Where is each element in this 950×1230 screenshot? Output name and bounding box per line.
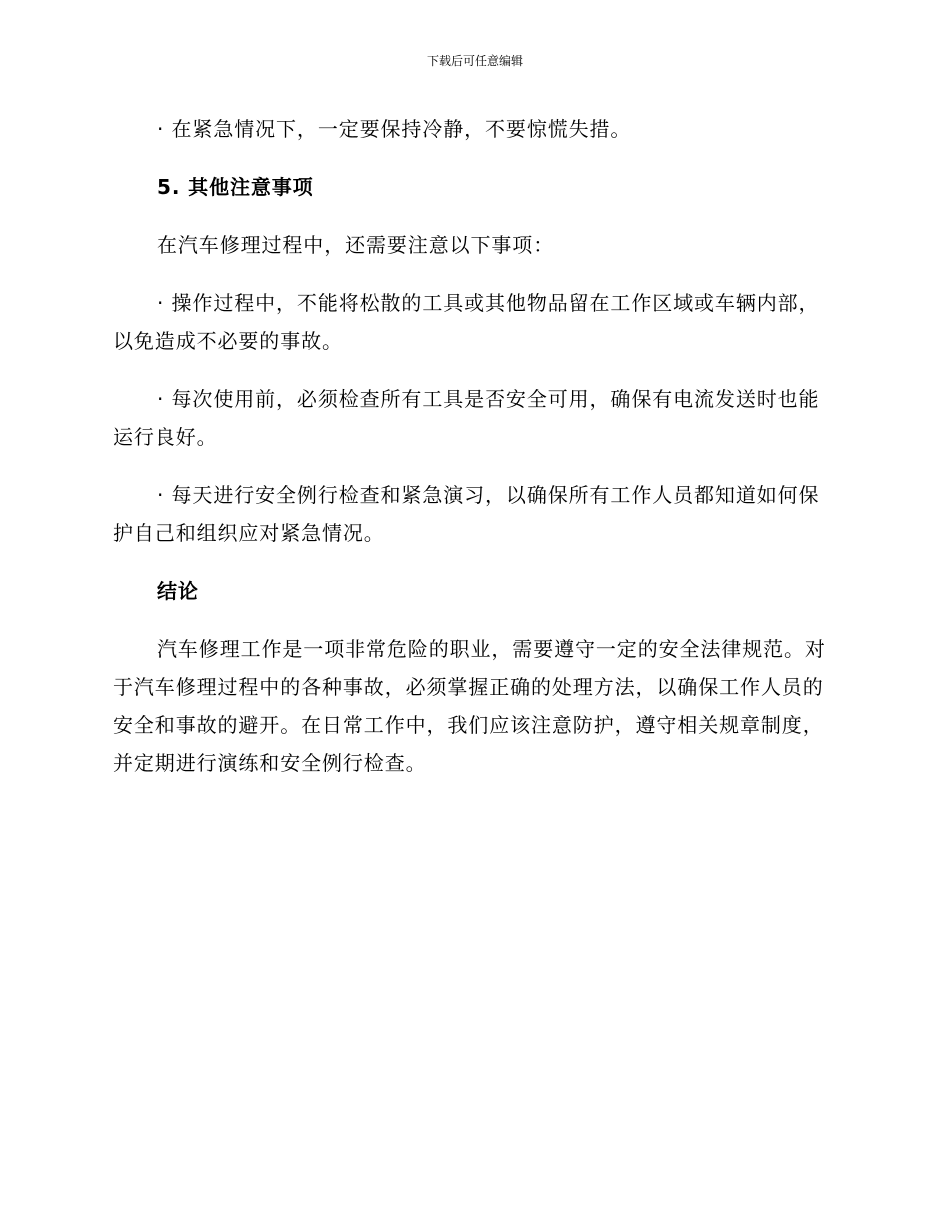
section-heading-other-notes: 5. 其他注意事项 [157,175,314,199]
document-body [113,110,833,802]
page-header: 下载后可任意编辑 [426,54,523,68]
bullet-paragraph-stay-calm: · 在紧急情况下，一定要保持冷静，不要惊慌失措。 [157,117,632,141]
bullet-paragraph-check-tools: · 每次使用前，必须检查所有工具是否安全可用，确保有电流发送时也能运行良好。 [113,387,820,449]
section-heading-conclusion: 结论 [157,579,199,603]
conclusion-paragraph: 汽车修理工作是一项非常危险的职业，需要遵守一定的安全法律规范。对于汽车修理过程中的各种事故，必须掌握正确的处理方法，以确保工作人员的安全和事故的避开。在日常工作中，我们应该注意防护，遵守相关规章制度，并定期进行演练和安全例行检查。 [113,637,826,775]
intro-paragraph: 在汽车修理过程中，还需要注意以下事项： [157,233,555,257]
bullet-paragraph-loose-tools: · 操作过程中，不能将松散的工具或其他物品留在工作区域或车辆内部，以免造成不必要的事故。 [113,291,820,353]
bullet-paragraph-daily-drills: · 每天进行安全例行检查和紧急演习，以确保所有工作人员都知道如何保护自己和组织应对紧急情况。 [113,483,820,545]
